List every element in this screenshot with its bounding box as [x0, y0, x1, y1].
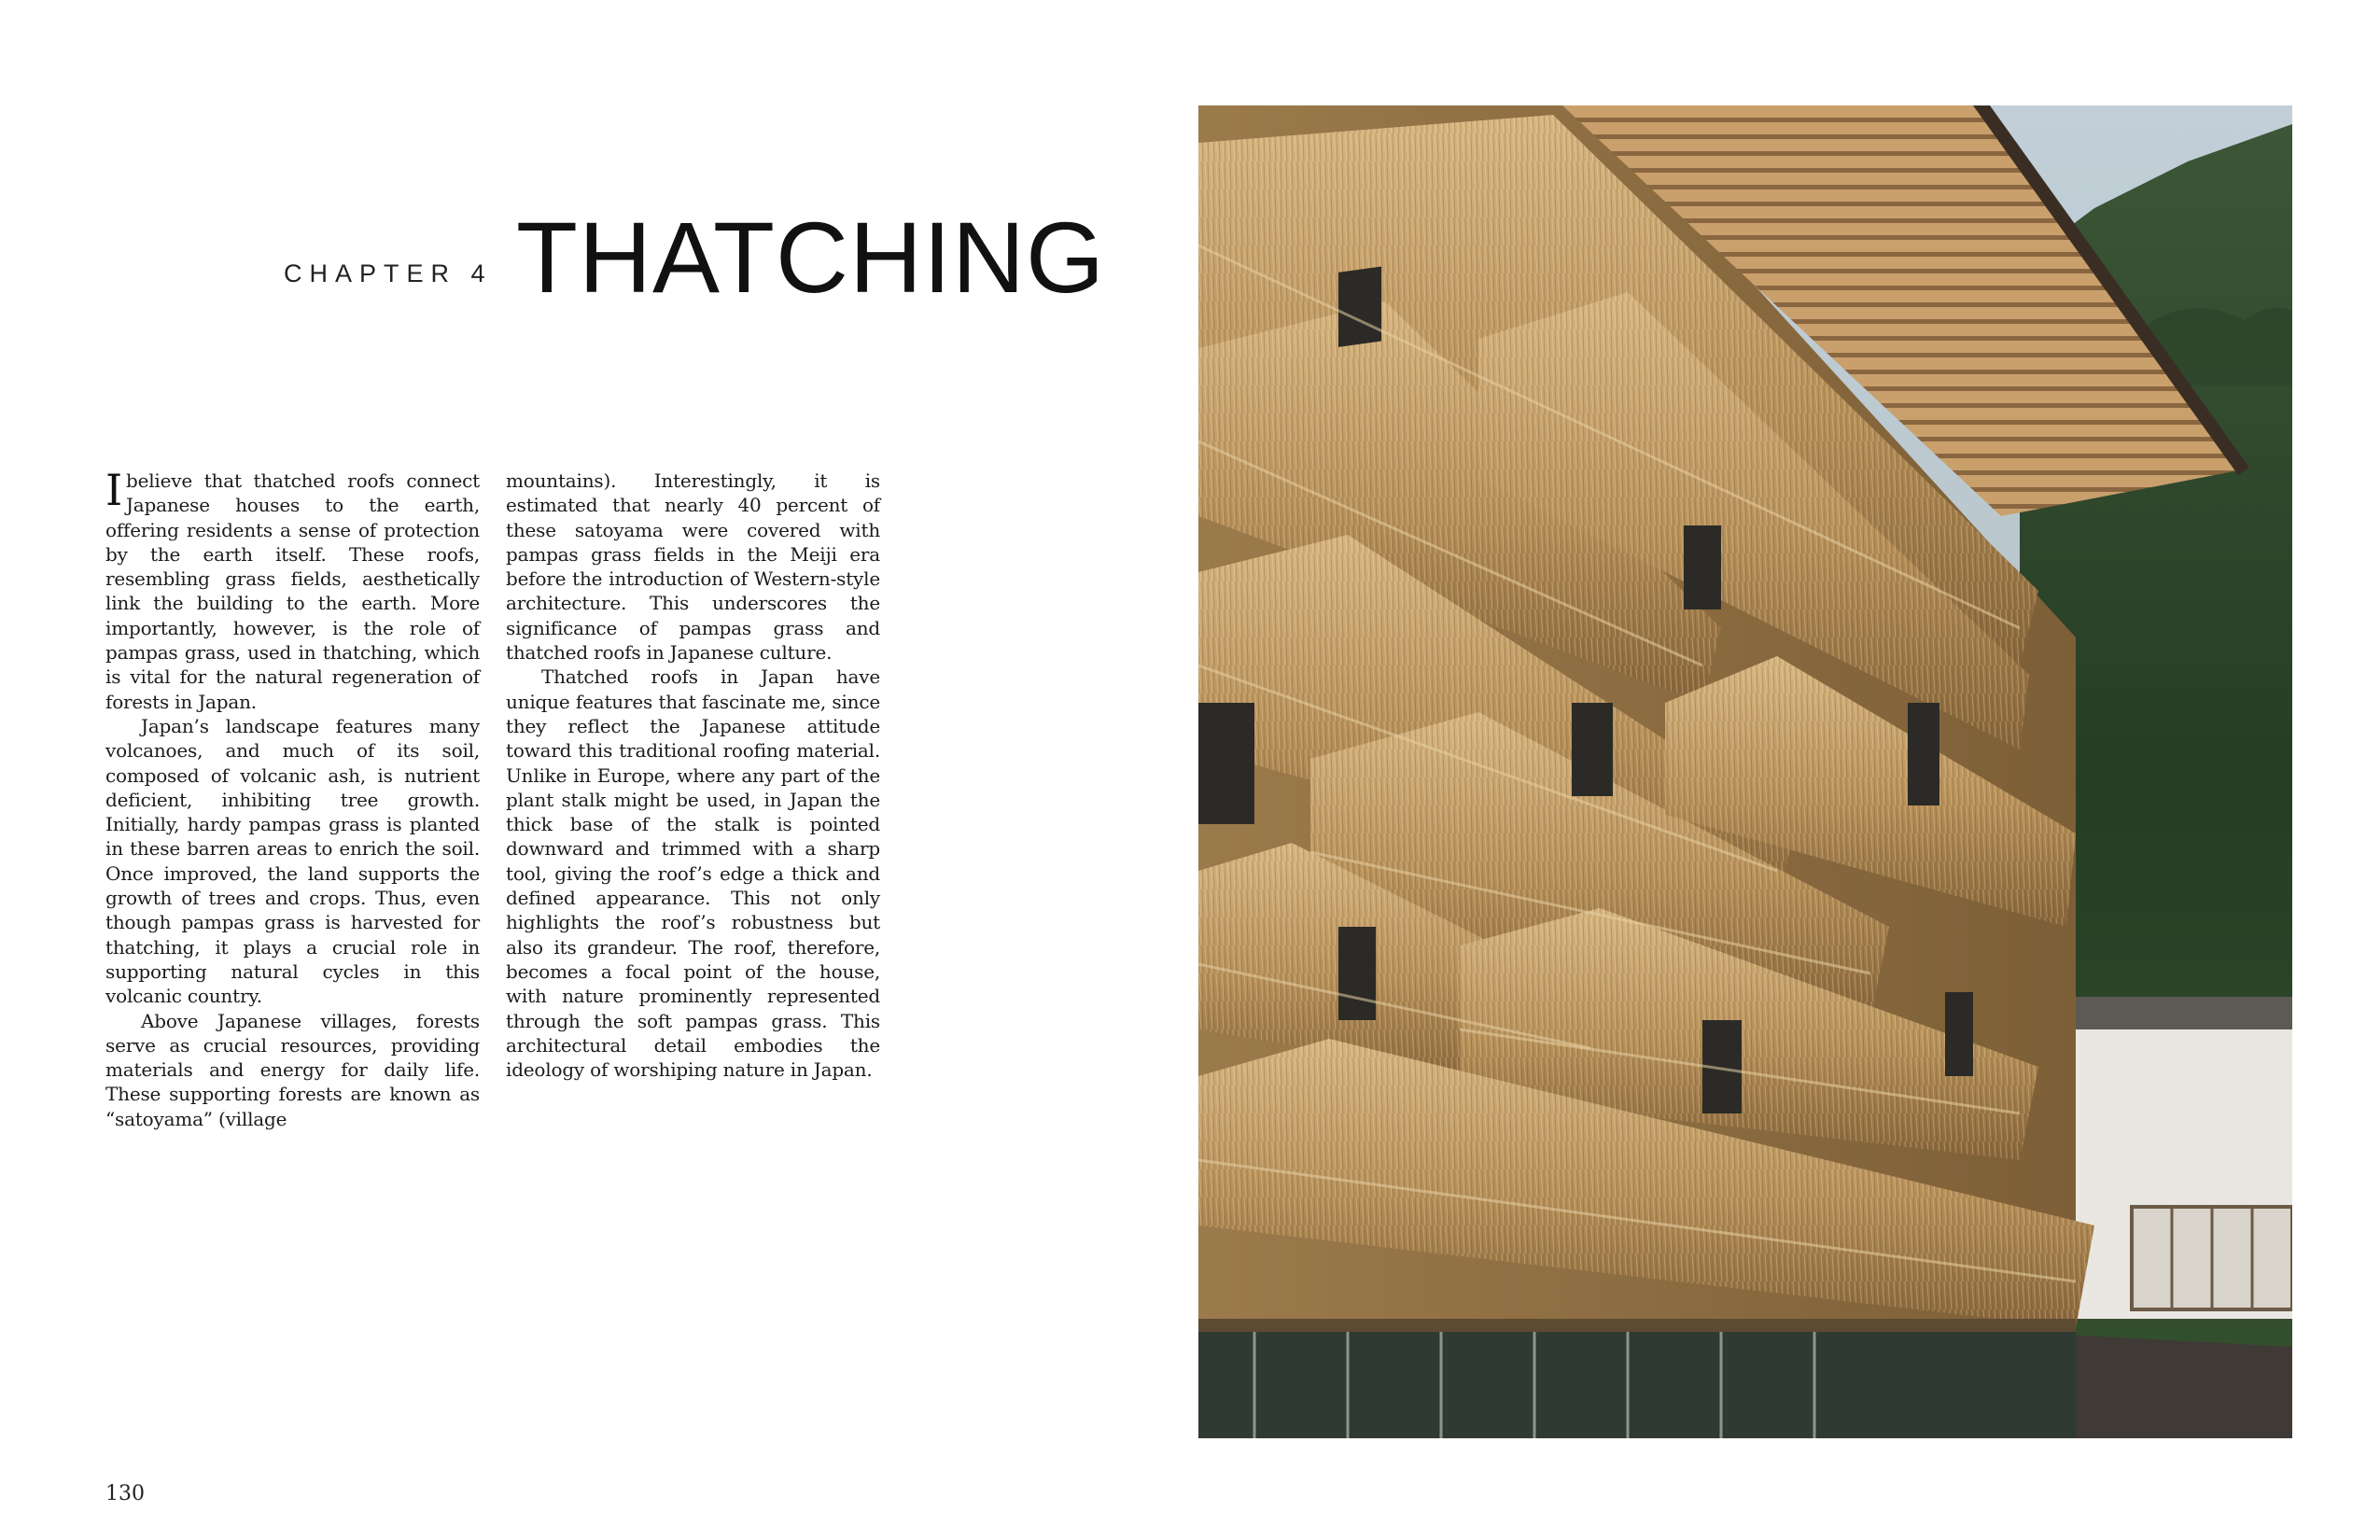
- chapter-title: THATCHING: [516, 201, 1105, 314]
- paragraph-text: believe that thatched roofs connect Japanese houses to the earth, offering residents a sense of protection by the earth itself. These roofs, resembling grass fields, aesthetically link the building to the earth. More importantly, however, is the role of pampas grass, used in thatching, which is vital for the natural regeneration of forests in Japan.: [105, 469, 480, 713]
- page-number: 130: [105, 1482, 145, 1505]
- paragraph: Japan’s landscape features many volcanoes, and much of its soil, composed of volcanic ash, is nutrient deficient, inhibiting tree growth. Initially, hardy pampas grass is planted in these barren areas to enrich the soil. Once improved, the land supports the growth of trees and crops. Thus, even though pampas grass is harvested for thatching, it plays a crucial role in supporting natural cycles in this volcanic country.: [105, 714, 480, 1008]
- drop-cap: I: [105, 465, 122, 515]
- building-photo: [1198, 105, 2292, 1438]
- chapter-label: CHAPTER 4: [284, 259, 493, 287]
- paragraph: [105, 465, 480, 714]
- text-column-right: [506, 469, 880, 1082]
- paragraph: mountains). Interestingly, it is estimated that nearly 40 percent of these satoyama were covered with pampas grass fields in the Meiji era before the introduction of Western-style architecture. This underscores the significance of pampas grass and thatched roofs in Japanese culture.: [506, 469, 880, 665]
- paragraph: Thatched roofs in Japan have unique features that fascinate me, since they reflect the Japanese attitude toward this traditional roofing material. Unlike in Europe, where any part of the plant stalk might be used, in Japan the thick base of the stalk is pointed downward and trimmed with a sharp tool, giving the roof’s edge a thick and defined appearance. This not only highlights the roof’s robustness but also its grandeur. The roof, therefore, becomes a focal point of the house, with nature prominently represented through the soft pampas grass. This architectural detail embodies the ideology of worshiping nature in Japan.: [506, 665, 880, 1082]
- paragraph: Above Japanese villages, forests serve as crucial resources, providing materials and energy for daily life. These supporting forests are known as “satoyama” (village: [105, 1009, 480, 1130]
- text-column-left: [105, 465, 480, 1131]
